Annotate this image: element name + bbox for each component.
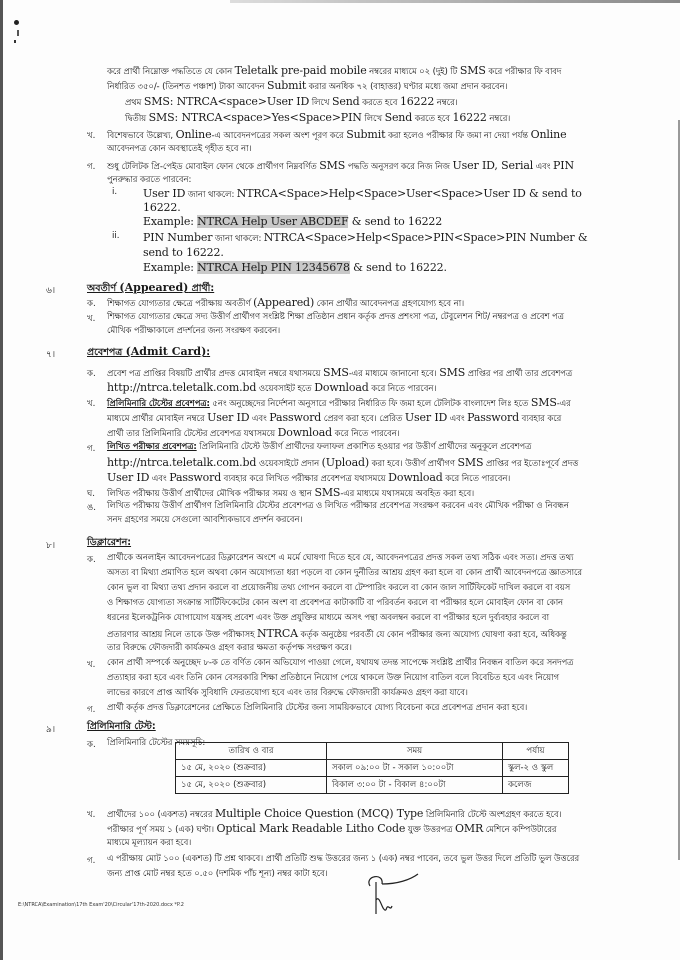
admit-card-d: [107, 487, 474, 500]
declaration-a-line-5: ধরনের ইলেকট্রনিক যোগাযোগ যন্ত্রসহ প্রবেশ এবং উক্ত প্রযুক্তির মাধ্যমে অসৎ পন্থা অবলম্বন করলে বা পরীক্ষার হলে দুর্ব্যবহার করলে বা: [107, 613, 549, 623]
item-marker: i.: [112, 187, 118, 197]
text-en: SMS: [322, 366, 349, 379]
item-marker: ঙ.: [87, 503, 97, 513]
section-heading-admit-card: [87, 345, 210, 361]
section-heading-declaration: ডিক্লারেশন:: [87, 537, 132, 548]
appeared-rule-a: [107, 297, 464, 310]
admit-card-a-line-2: [107, 382, 436, 395]
text: এবং: [249, 414, 270, 424]
text: নির্ধারিত ৩৫০/- (তিনশত পঞ্চাশ) টাকা আবেদন: [107, 82, 267, 92]
admit-card-b-line-3: [107, 427, 400, 440]
subheading: লিখিত পরীক্ষার প্রবেশপত্র:: [107, 442, 197, 452]
signature-image: [362, 872, 422, 922]
item-marker: ক.: [87, 555, 96, 565]
text: নম্বরের মাধ্যমে ০২ (দুই) টি: [366, 67, 460, 77]
text: :: [206, 347, 211, 358]
highlighted-example: NTRCA Help PIN 12345678: [197, 261, 350, 274]
url-text: http://ntrca.teletalk.com.bd: [107, 381, 257, 394]
text: নম্বরে।: [486, 114, 511, 124]
text-en: Online: [530, 128, 567, 141]
appeared-rule-b-line-1: শিক্ষাগত যোগ্যতার ক্ষেত্রে সদ্য উত্তীর্ণ প্রার্থীগণ সংশ্লিষ্ট শিক্ষা প্রতিষ্ঠান প্রধান কর্তৃক প্রদত্ত প্রশংসা পত্র, টেবুলেশন শিট/ নম্বরপত্র ও প্রবেশ পত্র: [107, 312, 564, 322]
text-en: Online: [175, 128, 212, 141]
user-id-help-line-1: [143, 188, 582, 201]
declaration-a-line-6: [107, 628, 567, 641]
text: লিখে: [309, 98, 332, 108]
text: ৫নং অনুচ্ছেদের নির্দেশনা অনুসারে পরীক্ষার নির্ধারিত ফি জমা হলে টেলিটক বাংলাদেশ লিঃ হতে: [209, 399, 531, 409]
text: অবতীর্ণ: [87, 283, 120, 294]
item-marker: গ.: [87, 856, 96, 866]
mcq-line-2: [107, 823, 557, 836]
declaration-a-line-3: কোন ভুল বা মিথ্যা তথ্য প্রদান করলে বা প্রয়োজনীয় তথ্য গোপন করলে বা টেম্পারিং করলে বা কোন জাল সার্টিফিকেট দাখিল করলে বা বয়স: [107, 583, 571, 593]
highlighted-example: NTRCA Help User ABCDEF: [197, 215, 349, 228]
user-id-example: [143, 216, 442, 227]
item-marker: গ.: [87, 444, 96, 454]
text-en: SMS: [319, 159, 346, 172]
text-en: Teletalk pre-paid mobile: [234, 64, 367, 77]
section-number: ৯।: [46, 725, 56, 735]
fee-line-1: [107, 65, 561, 78]
page-edge-top: [230, 0, 680, 3]
text-en: SMS: NTRCA<space>User ID: [143, 95, 310, 108]
appeared-rule-b-line-2: মৌখিক পরীক্ষাকালে প্রদর্শনের জন্য সংরক্ষণ করবেন।: [107, 326, 281, 336]
section-number: ৮।: [46, 541, 56, 551]
punch-mark: [14, 40, 16, 43]
text-en: SMS: [439, 366, 466, 379]
item-marker: ঘ.: [87, 489, 96, 499]
text-en: Download: [314, 381, 369, 394]
admit-card-e-line-1: লিখিত পরীক্ষায় উত্তীর্ণ প্রার্থীগণ প্রিলিমিনারি টেস্টের প্রবেশপত্র ও লিখিত পরীক্ষার প্রবেশপত্র সংরক্ষণ করবেন এবং মৌখিক পরীক্ষা ও নিবন্ধন: [107, 501, 569, 511]
section-heading-preliminary-test: প্রিলিমিনারি টেস্ট:: [87, 721, 156, 732]
text-en: User ID, Serial: [452, 159, 534, 172]
schedule-table: [175, 742, 569, 794]
text: মেশিনে কম্পিউটারের: [483, 825, 557, 835]
text-en: NTRCA<Space>Help<Space>PIN<Space>PIN Number &: [263, 231, 588, 244]
text-en: Optical Mark Readable Litho Code: [216, 822, 406, 835]
text-en: User ID: [143, 187, 186, 200]
text-en: SMS: NTRCA<space>Yes<Space>PIN: [148, 111, 362, 124]
text-en: & send to 16222: [348, 215, 443, 228]
text: জানা থাকলে:: [185, 190, 237, 200]
text: করা হলেও পরীক্ষার ফি জমা না দেয়া পর্যন্ত: [385, 131, 531, 141]
table-cell: বিকাল ৩:০০ টা - বিকাল ৪:০০টা: [327, 777, 503, 794]
text-en: SMS: [459, 64, 486, 77]
section-heading-appeared: [87, 281, 214, 297]
online-note-line-2: আবেদনপত্র কোন অবস্থাতেই গৃহীত হবে না।: [107, 144, 252, 154]
pin-example: [143, 262, 447, 273]
table-header-row: [176, 743, 569, 760]
text-en: Example:: [143, 215, 198, 228]
text-en: (Appeared): [119, 281, 189, 294]
item-marker: ক.: [87, 740, 96, 750]
punch-mark: [17, 30, 19, 36]
text: ওয়েবসাইটে প্রদান: [256, 459, 322, 469]
item-marker: খ.: [87, 314, 96, 324]
text: প্রিলিমিনারি টেস্টে উত্তীর্ণ প্রার্থীদের ফলাফল প্রকাশিত হওয়ার পর উত্তীর্ণ প্রার্থীদের অনুকূলে প্রবেশপত্র: [196, 442, 532, 452]
recovery-line-1: [107, 160, 574, 173]
text-en: User ID: [404, 411, 448, 424]
text-en: (Admit Card): [125, 345, 207, 358]
text: প্রবেশ পত্র প্রাপ্তির বিষয়টি প্রার্থীর প্রদত্ত মোবাইল নম্বরে যথাসময়ে: [107, 369, 323, 379]
text: বিশেষভাবে উল্লেখ্য,: [107, 131, 176, 141]
text: করে নিতে পারবেন।: [442, 474, 511, 484]
declaration-b-line-2: প্রত্যাহার করা হবে এবং তিনি কোন বেসরকারি শিক্ষা প্রতিষ্ঠানে নিয়োগ পেয়ে থাকলে উক্ত নিয়োগ বাতিল বলে বিবেচিত হবে এবং নিয়োগ: [107, 673, 560, 683]
text: পদ্ধতি অনুসরণ করে নিজ নিজ: [345, 162, 453, 172]
text-en: Submit: [346, 128, 386, 141]
text: লিখে: [361, 114, 385, 124]
sms-instruction-2: [125, 112, 510, 125]
text: প্রার্থী:: [188, 283, 215, 294]
text-en: Password: [269, 411, 322, 424]
text: এবং: [447, 414, 468, 424]
text: করতে হবে: [412, 114, 453, 124]
text: এবং: [149, 474, 170, 484]
table-cell: ১৫ মে, ২০২০ (শুক্রবার): [176, 760, 327, 777]
page-edge-left: [0, 0, 3, 960]
text: ব্যবহার করে: [518, 414, 562, 424]
text-en: User ID: [107, 471, 150, 484]
text-en: User ID: [207, 411, 250, 424]
declaration-a-line-2: অসত্য বা মিথ্যা প্রমাণিত হলে অথবা কোন অযোগ্যতা ধরা পড়লে বা কোন দুর্নীতির আশ্রয় গ্রহণ করা হলে বা কোন প্রার্থী আবেদনপত্রে জ্ঞাতসারে: [107, 568, 583, 578]
declaration-a-line-4: ও শিক্ষাগত যোগ্যতা সংক্রান্ত সার্টিফিকেটের কোন অংশ বা প্রবেশপত্র কাটাকাটি বা পরিবর্তন করলে বা পরীক্ষার হলে মোবাইল ফোন বা কোন: [107, 598, 564, 608]
section-number: ৬।: [46, 286, 56, 296]
declaration-c: প্রার্থী কর্তৃক প্রদত্ত ডিক্লারেশনের প্রেক্ষিতে প্রিলিমিনারি টেস্টের জন্য সাময়িকভাবে যোগ্য বিবেচনা করে প্রবেশপত্র প্রদান করা হবে।: [107, 703, 528, 713]
punch-mark: [14, 20, 19, 25]
text: করে নিতে পারবেন।: [332, 429, 400, 439]
text-en: Submit: [266, 79, 307, 92]
text: প্রথম: [125, 98, 144, 108]
text-en: (Upload): [321, 456, 370, 469]
item-marker: গ.: [87, 162, 96, 172]
text: লিখিত পরীক্ষায় উত্তীর্ণ প্রার্থীদের মৌখিক পরীক্ষার সময় ও স্থান: [107, 489, 315, 499]
text: প্রার্থী তার প্রিলিমিনারি টেস্টের প্রবেশপত্র যথাসময়ে: [107, 429, 278, 439]
item-marker: ii.: [112, 231, 120, 241]
mcq-line-3: মাধ্যমে মূল্যায়ন করা হবে।: [107, 838, 192, 848]
admit-card-c-line-1: [107, 442, 531, 453]
pin-help-line-1: [143, 232, 588, 245]
mcq-line-1: [107, 808, 562, 821]
text-en: PIN: [553, 159, 574, 172]
table-cell: সকাল ০৯:০০ টা - সকাল ১০:০০টা: [327, 760, 503, 777]
text: প্রেরণ করা হবে। প্রেরিত: [321, 414, 405, 424]
schedule-caption: প্রিলিমিনারি টেস্টের সময়সূচি:: [107, 738, 206, 748]
text: প্রাপ্তির পর ইতোঃপূর্বে প্রদত্ত: [483, 459, 579, 469]
column-header: পর্যায়: [503, 743, 569, 760]
table-cell: কলেজ: [503, 777, 569, 794]
text: ব্যবহার করে লিখিত পরীক্ষার প্রবেশপত্র যথাসময়ে: [221, 474, 389, 484]
text-en: PIN Number: [143, 231, 213, 244]
column-header: তারিখ ও বার: [176, 743, 327, 760]
text: করে প্রার্থী নিম্নোক্ত পদ্ধতিতে যে কোন: [107, 67, 235, 77]
text-en: OMR: [454, 822, 484, 835]
item-marker: খ.: [87, 131, 96, 141]
admit-card-a-line-1: [107, 367, 572, 380]
item-marker: ক.: [87, 369, 96, 379]
text: কর্তৃক অনুষ্ঠেয় পরবর্তী যে কোন পরীক্ষার জন্য অযোগ্য ঘোষণা করা হবে, অধিকন্তু: [297, 630, 567, 640]
text-en: Send: [384, 111, 413, 124]
text-en: 16222: [399, 95, 435, 108]
text: -এর মাধ্যমে যথাসময়ে অবহিত করা হবে।: [340, 489, 475, 499]
text: প্রতারণার আশ্রয় নিলে তাকে উক্ত পরীক্ষাসহ: [107, 630, 258, 640]
declaration-b-line-3: লাভের কারণে প্রাপ্ত আর্থিক সুবিধাদি ফেরতযোগ্য হবে এবং তার বিরুদ্ধে ফৌজদারী কার্যক্রমও গ্রহণ করা যাবে।: [107, 688, 468, 698]
text-en: NTRCA: [257, 627, 298, 640]
text-en: (Appeared): [253, 296, 315, 309]
declaration-b-line-1: কোন প্রার্থী সম্পর্কে অনুচ্ছেদ ৮-ক তে বর্ণিত কোন অভিযোগ পাওয়া গেলে, যথাযথ তদন্ত সাপেক্ষে সংশ্লিষ্ট প্রার্থীর নিবন্ধন বাতিল করে সনদপত্র: [107, 658, 574, 668]
admit-card-c-line-3: [107, 472, 510, 485]
user-id-help-line-2: 16222.: [143, 201, 181, 214]
text-en: Example:: [143, 261, 198, 274]
text: প্রিলিমিনারি টেস্টে অংশগ্রহণ করতে হবে।: [423, 810, 562, 820]
table-row: [176, 777, 569, 794]
fee-line-2: [107, 80, 508, 93]
item-marker: গ.: [87, 705, 96, 715]
text: করে পরীক্ষার ফি বাবদ: [485, 67, 562, 77]
marking-line-2: জন্য প্রাপ্ত মোট নম্বর হতে ০.৫০ (দশমিক পাঁচ শূন্য) নম্বর কাটা হবে।: [107, 869, 328, 879]
text: কোন প্রার্থীর আবেদনপত্র গ্রহণযোগ্য হবে না।: [314, 299, 465, 309]
text-en: SMS: [314, 486, 341, 499]
text: করে নিতে পারবেন।: [368, 384, 437, 394]
text-en: Send: [331, 95, 360, 108]
admit-card-e-line-2: সনদ গ্রহণের সময়ে সেগুলো আবশ্যিকভাবে প্রদর্শন করবেন।: [107, 515, 303, 525]
text: শুধু টেলিটক প্রি-পেইড মোবাইল ফোন থেকে প্রার্থীগণ নিম্নবর্ণিত: [107, 162, 320, 172]
item-marker: ক.: [87, 299, 96, 309]
item-marker: খ.: [87, 399, 96, 409]
text: করতে হবে: [359, 98, 400, 108]
table-cell: ১৫ মে, ২০২০ (শুক্রবার): [176, 777, 327, 794]
item-marker: খ.: [87, 810, 96, 820]
item-marker: খ.: [87, 660, 96, 670]
text: দ্বিতীয়: [125, 114, 149, 124]
text: -এর: [556, 399, 571, 409]
text: শিক্ষাগত যোগ্যতার ক্ষেত্রে পরীক্ষায় অবতীর্ণ: [107, 299, 254, 309]
text: এবং: [533, 162, 554, 172]
admit-card-b-line-1: [107, 397, 571, 410]
recovery-line-2: পুনরুদ্ধার করতে পারবেন:: [107, 175, 192, 185]
text-en: Download: [277, 426, 333, 439]
url-text: http://ntrca.teletalk.com.bd: [107, 456, 257, 469]
table-row: [176, 760, 569, 777]
text: -এ আবেদনপত্রের সকল অংশ পূরণ করে: [211, 131, 347, 141]
text-en: NTRCA<Space>Help<Space>User<Space>User ID & send to: [236, 187, 582, 200]
text: মাধ্যমে প্রার্থীর মোবাইল নম্বরে: [107, 414, 208, 424]
text: প্রবেশপত্র: [87, 347, 126, 358]
text-en: SMS: [530, 396, 557, 409]
text: যুক্ত উত্তরপত্র: [405, 825, 455, 835]
declaration-a-line-7: তার বিরুদ্ধে ফৌজদারী কার্যক্রমও গ্রহণ করার ক্ষমতা কর্তৃপক্ষ সংরক্ষণ করে।: [107, 643, 352, 653]
table-cell: স্কুল-২ ও স্কুল: [503, 760, 569, 777]
text-en: Password: [169, 471, 222, 484]
text: নম্বরে।: [434, 98, 458, 108]
admit-card-c-line-2: [107, 457, 578, 470]
text: প্রার্থীদের ১০০ (একশত) নম্বরের: [107, 810, 216, 820]
text-en: 16222: [452, 111, 487, 124]
text: করা হবে। উত্তীর্ণ প্রার্থীগণ: [369, 459, 458, 469]
file-path-footer: E:\NTRCA\Examination\17th Exam'20\Circular'17th-2020.docx *P.2: [18, 902, 184, 908]
text: ওয়েবসাইট হতে: [256, 384, 315, 394]
text: প্রাপ্তির পর প্রার্থী তার প্রবেশপত্র: [465, 369, 573, 379]
text-en: SMS: [457, 456, 484, 469]
admit-card-b-line-2: [107, 412, 561, 425]
pin-help-line-2: send to 16222.: [143, 246, 224, 259]
declaration-a-line-1: প্রার্থীকে অনলাইন আবেদনপত্রের ডিক্লারেশন অংশে এ মর্মে ঘোষণা দিতে হবে যে, আবেদনপত্রের প্রদত্ত সকল তথ্য সঠিক এবং সত্য। প্রদত্ত তথ্য: [107, 553, 574, 563]
text: পরীক্ষার পূর্ণ সময় ১ (এক) ঘণ্টা।: [107, 825, 217, 835]
subheading: প্রিলিমিনারি টেস্টের প্রবেশপত্র:: [107, 399, 210, 409]
text-en: Download: [388, 471, 443, 484]
marking-line-1: এ পরীক্ষায় মোট ১০০ (একশত) টি প্রশ্ন থাকবে। প্রার্থী প্রতিটি শুদ্ধ উত্তরের জন্য ১ (এক) নম্বর পাবেন, তবে ভুল উত্তর দিলে প্রতিটি ভুল উত্তরের: [107, 854, 580, 864]
text: -এর মাধ্যমে জানানো হবে।: [348, 369, 440, 379]
sms-instruction-1: [125, 96, 458, 109]
text-en: & send to 16222.: [349, 261, 447, 274]
online-note-line-1: [107, 129, 566, 142]
text-en: Password: [467, 411, 519, 424]
text: জানা থাকলে:: [212, 234, 264, 244]
text-en: Multiple Choice Question (MCQ) Type: [215, 807, 424, 820]
column-header: সময়: [327, 743, 503, 760]
text: করার অনধিক ৭২ (বাহাত্তর) ঘণ্টার মধ্যে জমা প্রদান করবেন।: [306, 82, 508, 92]
section-number: ৭।: [46, 350, 56, 360]
